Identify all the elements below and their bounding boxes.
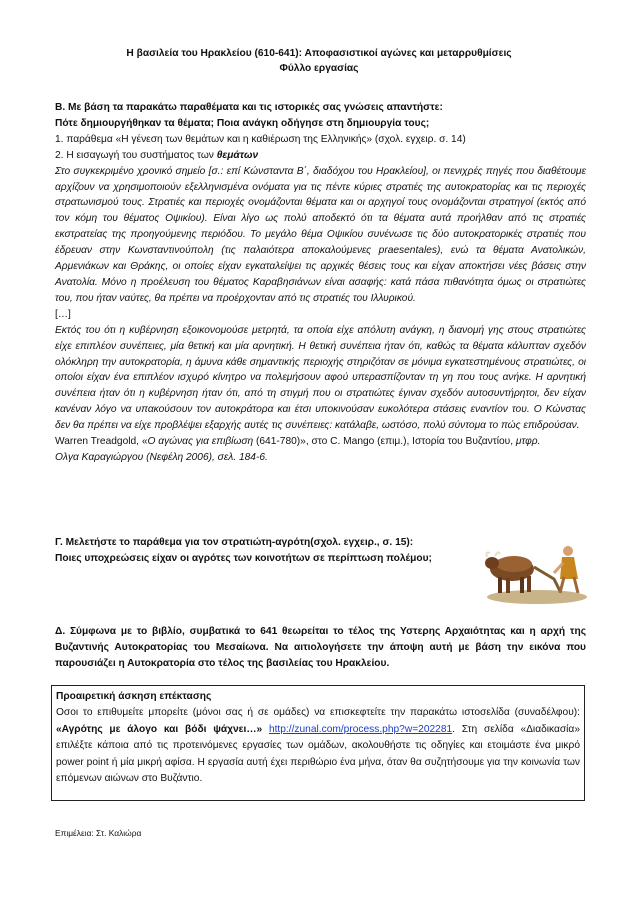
source-item-2-prefix: 2. Η εισαγωγή του συστήματος των [55, 149, 217, 161]
source-item-2-emphasis: θεμάτων [216, 149, 259, 161]
document-header [55, 46, 583, 76]
section-d-text: Δ. Σύμφωνα με το βιβλίο, συμβατικά το 641 θεωρείται το τέλος της Υστερης Αρχαιότητας και η αρχή της Βυζαντινής Αυτοκρατορίας του Μεσαίωνα. Να αιτιολογήσετε την άποψη αυτή με βάση την εικόνα που παρουσιάζει η Αυτοκρατορία στο τέλος της βασιλείας του Ηρακλείου. [55, 626, 586, 669]
source-item-2 [55, 148, 586, 164]
section-g-heading: Γ. Μελετήστε το παράθεμα για τον στρατιώτη-αγρότη(σχολ. εγχειρ., σ. 15): [55, 537, 414, 548]
section-d [55, 624, 586, 672]
source-ellipsis: […] [55, 308, 71, 320]
optional-exercise-title: Προαιρετική άσκηση επέκτασης [56, 691, 212, 702]
source-item-1: 1. παράθεμα «Η γένεση των θεμάτων και η καθιέρωση της Ελληνικής» (σχολ. εγχειρ. σ. 14) [55, 133, 466, 145]
section-b-heading: Β. Με βάση τα παρακάτω παραθέματα και τις ιστορικές σας γνώσεις απαντήστε: [55, 102, 443, 113]
section-g [55, 535, 475, 566]
citation-translator: Ολγα Καραγιώργου (Νεφέλη 2006), σελ. 184-6. [55, 451, 268, 463]
ploughing-farmer-image [484, 527, 590, 607]
section-g-question: Ποιες υποχρεώσεις είχαν οι αγρότες των κοινοτήτων σε περίπτωση πολέμου; [55, 552, 432, 564]
optional-exercise-box [51, 685, 585, 801]
citation-book: (641-780)», στο C. Mango (επιμ.), Ιστορία του Βυζαντίου, [253, 436, 516, 448]
optional-intro-text: Οσοι το επιθυμείτε μπορείτε (μόνοι σας ή σε ομάδες) να επισκεφτείτε την παρακάτω ιστοσελίδα (συναδέλφου): [56, 707, 580, 719]
section-b [55, 100, 586, 466]
ox-figure [485, 552, 534, 593]
section-b-question: Πότε δημιουργήθηκαν τα θέματα; Ποια ανάγκη οδήγησε στη δημιουργία τους; [55, 117, 430, 129]
citation-chapter: Ο αγώνας για επιβίωση [147, 436, 254, 448]
zunal-link[interactable]: http://zunal.com/process.php?w=202281 [268, 723, 453, 735]
footer-credit: Επιμέλεια: Στ. Καλιώρα [55, 828, 142, 838]
optional-exercise-text [56, 705, 580, 787]
document-title: Η βασιλεία του Ηρακλείου (610-641): Αποφασιστικοί αγώνες και μεταρρυθμίσεις [126, 48, 512, 59]
citation-translator-label: μτφρ. [515, 436, 541, 448]
source-citation [55, 434, 586, 450]
citation-author: Warren Treadgold, « [55, 436, 148, 448]
document-subtitle: Φύλλο εργασίας [279, 63, 359, 74]
source-paragraph-2: Εκτός του ότι η κυβέρνηση εξοικονομούσε μετρητά, τα οποία είχε απόλυτη ανάγκη, η διανομή γης στους στρατιώτες είχε επιπλέον συνέπειες, μία θετική και μία αρνητική. Η θετική συνέπεια ήταν ότι, καθώς τα θέματα κάλυπταν σχεδόν ολόκληρη την αυτοκρατορία, η άμυνα κάθε σημαντικής περιοχής στηριζόταν σε μόνιμα εγκατεστημένους στρατιώτες, οι οποίοι είχαν ένα επιπλέον ισχυρό κίνητρο να πολεμήσουν αφού υπερασπίζονταν τη γη που τους ανήκε. Η αρνητική συνέπεια ήταν ότι η κυβέρνηση ήταν ότι, από τη στιγμή που οι στρατιώτες έγιναν σχεδόν αυτοσυντήρητοι, δεν είχαν κανέναν λόγο να υπακούσουν τον αυτοκράτορα και έτσι υποκινούσαν ευκολότερα στάσεις εναντίον του. Ο Κώνστας δεν θα πρέπει να είχε προβλέψει εξαρχής αυτές τις συνέπειες: κατάλαβε, ωστόσο, πολύ σύντομα το πώς επιδρούσαν. [55, 324, 586, 432]
optional-site-title: «Αγρότης με άλογο και βόδι ψάχνει…» [56, 723, 263, 735]
source-paragraph-1: Στο συγκεκριμένο χρονικό σημείο [σ.: επί Κώνσταντα Β΄, διαδόχου του Ηρακλείου], οι πενιχρές πηγές που διαθέτουμε αρχίζουν να χρησιμοποιούν εξελληνισμένα ονόματα για τις πέντε κύριες στρατιές της αυτοκρατορίας και τις περιοχές στρατωνισμού τους. Στρατιές και περιοχές ονομάζονται θέματα και οι αρχηγοί τους ονομάζονται στρατηγοί (εκτός από τον κόμη του θέματος Οψικίου). Είναι λίγο ως πολύ αποδεκτό ότι τα θέματα αυτά προήλθαν από τις στρατιές εκστρατείας της προηγούμενης περιόδου. Το μεγάλο θέμα Οψικίου συνένωσε τις δύο αυτοκρατορικές στρατιές που έδρευαν στην Κωνσταντινούπολη (τις παλαιότερα αποκαλούμενες praesentales), ενώ τα θέματα Ανατολικών, Αρμενιάκων και Θράκης, οι οποίες είχαν εγκαταλείψει τις αρχικές θέσεις τους και είχαν αποκτήσει νέες βάσεις στην Ανατολία. Μόνο η προέλευση του θέματος Καραβησιάνων είναι ασαφής: κατά πάσα πιθανότητα όμως οι στρατιώτες του, που ήταν ναύτες, θα πρέπει να προέρχονταν από τις στρατιές του Ιλλυρικού. [55, 165, 586, 304]
optional-instructions-text: . Στη σελίδα «Διαδικασία» επιλέξτε κάποια από τις προτεινόμενες εργασίες των ομάδων, ακολουθήστε τις οδηγίες και ετοιμάστε ένα μικρό power point ή μία μικρή αφίσα. Η εργασία αυτή έχει περιθώριο ένα μήνα, όταν θα συζητήσουμε για την κοινωνία των επόμενων αιώνων στο Βυζάντιο. [56, 723, 580, 785]
